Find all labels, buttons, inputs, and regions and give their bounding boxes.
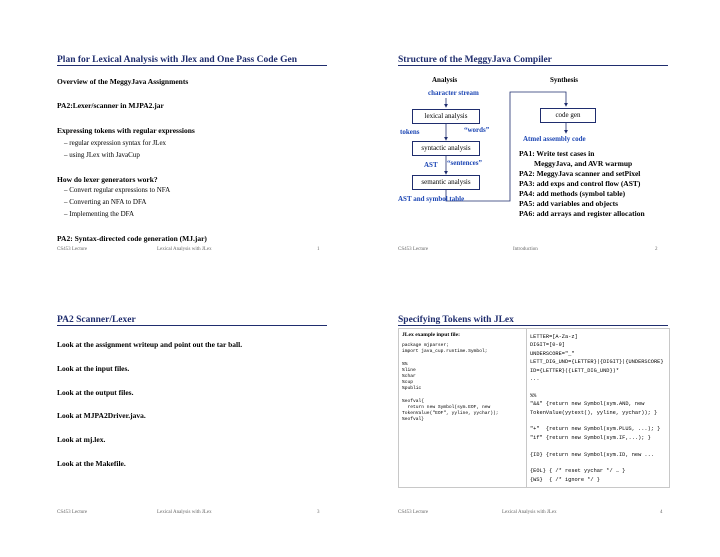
bullet: Look at the Makefile.	[57, 459, 126, 468]
pa-item: MeggyJava, and AVR warmup	[519, 159, 633, 168]
footer-topic: Lexical Analysis with JLex	[157, 247, 212, 252]
footer-page: 4	[660, 510, 663, 515]
character-stream-label: character stream	[428, 89, 479, 97]
slide-title: PA2 Scanner/Lexer	[57, 315, 136, 325]
code-line: LETT_DIG_UND={LETTER}|{DIGIT}|{UNDERSCORE}	[530, 359, 664, 366]
atmel-label: Atmel assembly code	[523, 135, 586, 143]
pa-item: PA4: add methods (symbol table)	[519, 189, 626, 198]
jlex-rules-panel	[526, 328, 670, 488]
code-gen-box: code gen	[540, 108, 596, 123]
code-line: {ID} {return new Symbol(sym.ID, new ...	[530, 451, 654, 458]
code-line: DIGIT=[0-9]	[530, 342, 565, 349]
bullet: How do lexer generators work?	[57, 175, 158, 184]
sub-bullet: – Converting an NFA to DFA	[64, 198, 147, 206]
sub-bullet: – regular expression syntax for JLex	[64, 139, 167, 147]
code-line: import java_cup.runtime.Symbol;	[402, 349, 488, 355]
code-line: {WS} { /* ignore */ }	[530, 476, 600, 483]
title-rule	[398, 325, 668, 326]
bullet: PA2: Syntax-directed code generation (MJ.jar)	[57, 234, 207, 243]
footer-topic: Introduction	[513, 247, 538, 252]
footer-topic: Lexical Analysis with JLex	[157, 510, 212, 515]
panel-heading: JLex example input file:	[402, 332, 460, 338]
bullet: Look at the output files.	[57, 388, 134, 397]
pa-item: PA1: Write test cases in	[519, 149, 595, 158]
pa-item: PA2: MeggyJava scanner and setPixel	[519, 169, 641, 178]
code-line: %eofval{	[402, 398, 425, 404]
slide-title: Specifying Tokens with JLex	[398, 315, 514, 325]
code-line: %%	[402, 361, 408, 367]
tokens-label: tokens	[400, 128, 420, 136]
footer-page: 3	[317, 510, 320, 515]
pa-item: PA5: add variables and objects	[519, 199, 619, 208]
analysis-label: Analysis	[432, 76, 458, 84]
ast-symbol-table-label: AST and symbol table	[398, 195, 465, 203]
bullet: Look at MJPA2Driver.java.	[57, 411, 146, 420]
code-line: "if" {return new Symbol(sym.IF,...); }	[530, 434, 651, 441]
bullet: Look at the input files.	[57, 364, 130, 373]
title-rule	[57, 325, 327, 326]
syntactic-analysis-box: syntactic analysis	[412, 141, 480, 156]
synthesis-label: Synthesis	[550, 76, 579, 84]
footer-topic: Lexical Analysis with JLex	[502, 510, 557, 515]
bullet: Look at the assignment writeup and point out the tar ball.	[57, 340, 243, 349]
ast-label: AST	[424, 161, 438, 169]
pa-item: PA3: add exps and control flow (AST)	[519, 179, 641, 188]
code-line: %line	[402, 367, 416, 373]
slide-2	[398, 55, 698, 285]
slide-1	[57, 55, 347, 285]
slide-4	[398, 315, 698, 545]
footer-course: CS453 Lecture	[57, 247, 88, 252]
code-line: ...	[530, 376, 540, 382]
bullet: Expressing tokens with regular expressions	[57, 126, 195, 135]
code-line: ID={LETTER}({LETT_DIG_UND})*	[530, 367, 620, 374]
code-line: %eofval}	[402, 417, 425, 423]
code-line: TokenValue(yytext(), yyline, yychar)); }	[530, 409, 658, 416]
slide-title: Structure of the MeggyJava Compiler	[398, 55, 552, 65]
footer-page: 1	[317, 247, 320, 252]
code-line: {EOL} { /* reset yychar */ … }	[530, 468, 626, 475]
sub-bullet: – using JLex with JavaCup	[64, 151, 140, 159]
footer-course: CS453 Lecture	[398, 247, 429, 252]
slide-title: Plan for Lexical Analysis with Jlex and One Pass Code Gen	[57, 55, 297, 65]
code-line: package mjparser;	[402, 343, 449, 348]
sub-bullet: – Convert regular expressions to NFA	[64, 186, 171, 194]
code-line: return new Symbol(sym.EOF, new	[402, 405, 491, 410]
footer-course: CS453 Lecture	[398, 510, 429, 515]
sub-bullet: – Implementing the DFA	[64, 210, 135, 218]
bullet: Overview of the MeggyJava Assignments	[57, 77, 189, 86]
code-line: %cup	[402, 380, 414, 386]
lexical-analysis-box: lexical analysis	[412, 109, 480, 124]
bullet: Look at mj.lex.	[57, 435, 106, 444]
bullet: PA2:Lexer/scanner in MJPA2.jar	[57, 101, 164, 110]
slide-3	[57, 315, 347, 545]
code-line: %%	[530, 392, 537, 399]
pa-item: PA6: add arrays and register allocation	[519, 209, 645, 218]
jlex-example-panel	[398, 328, 528, 488]
footer-course: CS453 Lecture	[57, 510, 88, 515]
sentences-label: “sentences”	[447, 159, 482, 167]
code-line: %char	[402, 374, 416, 379]
words-label: “words”	[464, 126, 490, 134]
code-line: LETTER=[A-Za-z]	[530, 334, 578, 340]
code-line: TokenValue("EOF", yyline, yychar));	[402, 411, 499, 417]
semantic-analysis-box: semantic analysis	[412, 175, 480, 190]
footer-page: 2	[655, 247, 658, 252]
code-line: "&&" {return new Symbol(sym.AND, new	[530, 401, 645, 408]
code-line: "+" {return new Symbol(sym.PLUS, ...); }	[530, 426, 661, 433]
code-line: %public	[402, 386, 422, 392]
code-line: UNDERSCORE="_"	[530, 350, 575, 357]
title-rule	[57, 65, 327, 66]
